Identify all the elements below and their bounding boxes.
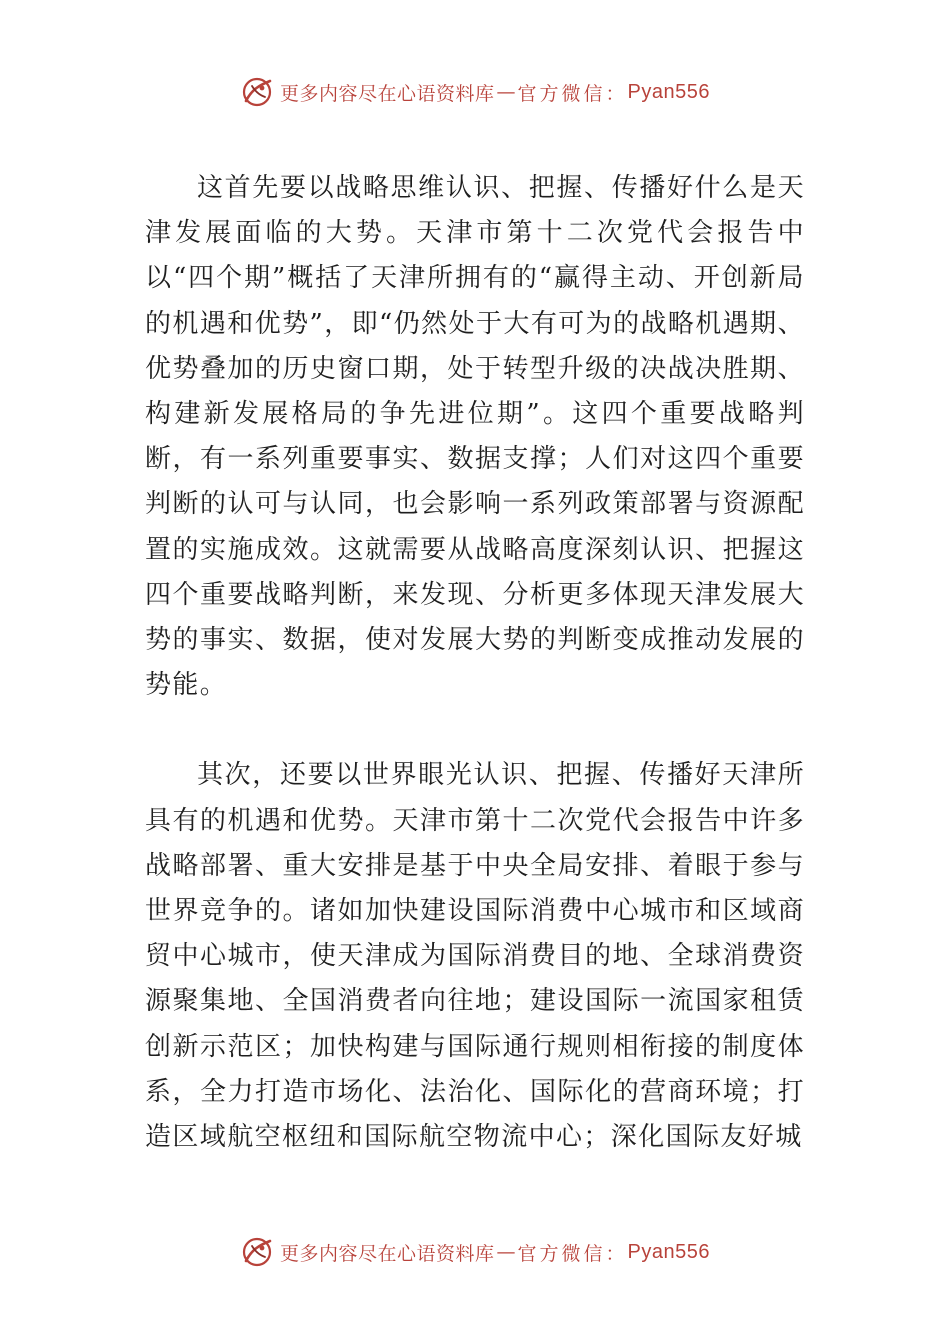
document-body	[145, 166, 805, 1160]
banner-separator: —	[496, 1241, 516, 1263]
header-banner	[0, 72, 950, 112]
banner-text: 更多内容尽在心语资料库	[280, 1242, 495, 1265]
paragraph: 其次，还要以世界眼光认识、把握、传播好天津所具有的机遇和优势。天津市第十二次党代会报告中许多战略部署、重大安排是基于中央全局安排、着眼于参与世界竞争的。诸如加快建设国际消费中心城市和区域商贸中心城市，使天津成为国际消费目的地、全球消费资源聚集地、全国消费者向往地；建设国际一流国家租赁创新示范区；加快构建与国际通行规则相衔接的制度体系，全力打造市场化、法治化、国际化的营商环境；打造区域航空枢纽和国际航空物流中心；深化国际友好城	[145, 760, 805, 1153]
banner-official-label: 官方微信：	[517, 1242, 628, 1265]
banner-text: 更多内容尽在心语资料库	[280, 82, 495, 105]
footer-banner	[0, 1232, 950, 1272]
banner-official-label: 官方微信：	[517, 82, 628, 105]
xinyu-logo-icon	[240, 1235, 274, 1269]
xinyu-logo-icon	[240, 75, 274, 109]
banner-wechat-id: Pyan556	[627, 1240, 710, 1263]
banner-wechat-id: Pyan556	[627, 80, 710, 103]
paragraph: 这首先要以战略思维认识、把握、传播好什么是天津发展面临的大势。天津市第十二次党代会报告中以“四个期”概括了天津所拥有的“赢得主动、开创新局的机遇和优势”，即“仍然处于大有可为的战略机遇期、优势叠加的历史窗口期，处于转型升级的决战决胜期、构建新发展格局的争先进位期”。这四个重要战略判断，有一系列重要事实、数据支撑；人们对这四个重要判断的认可与认同，也会影响一系列政策部署与资源配置的实施成效。这就需要从战略高度深刻认识、把握这四个重要战略判断，来发现、分析更多体现天津发展大势的事实、数据，使对发展大势的判断变成推动发展的势能。	[145, 173, 805, 701]
banner-separator: —	[496, 81, 516, 103]
